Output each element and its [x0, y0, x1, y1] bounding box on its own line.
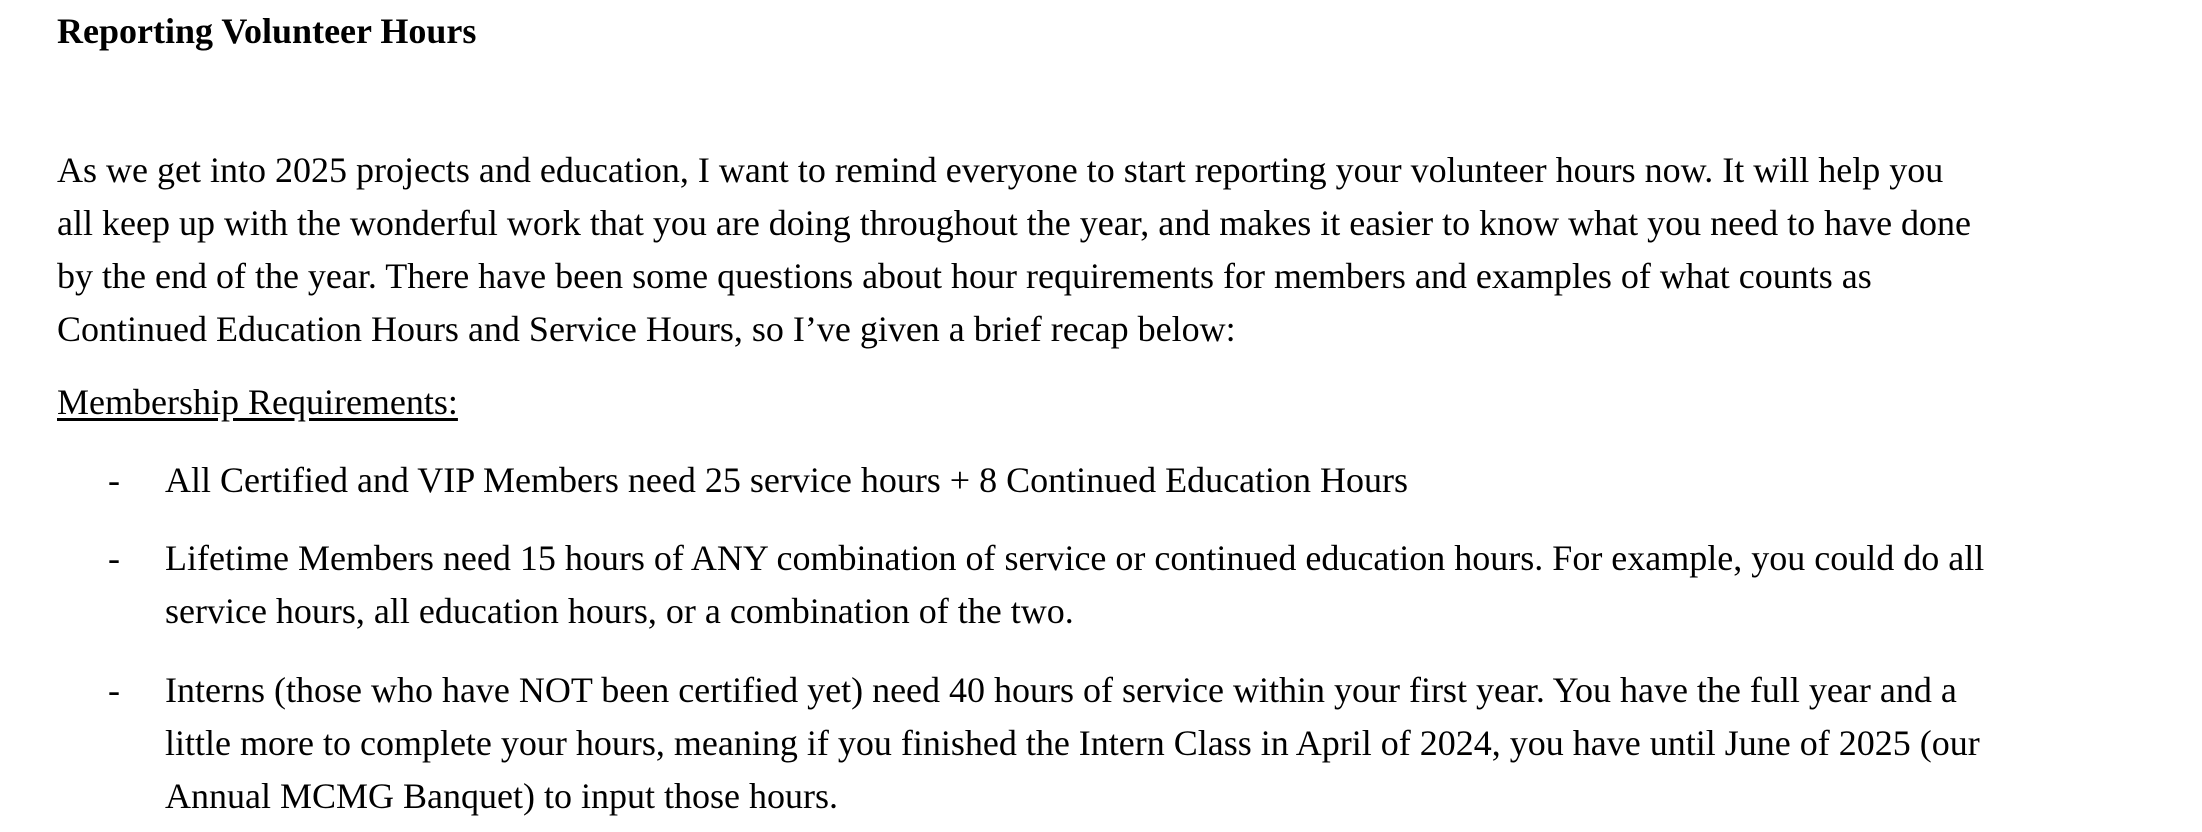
dash-bullet: -	[108, 670, 120, 710]
intro-paragraph	[57, 144, 2147, 356]
requirement-line: Annual MCMG Banquet) to input those hours.	[165, 776, 838, 816]
intro-line: Continued Education Hours and Service Hours, so I’ve given a brief recap below:	[57, 309, 1236, 349]
intro-line: all keep up with the wonderful work that you are doing throughout the year, and makes it easier to know what you need to have done	[57, 203, 1972, 243]
requirement-text	[165, 532, 2155, 638]
requirement-line: service hours, all education hours, or a combination of the two.	[165, 591, 1074, 631]
intro-line: by the end of the year. There have been some questions about hour requirements for members and examples of what counts as	[57, 256, 1872, 296]
dash-bullet: -	[108, 460, 120, 500]
intro-line: As we get into 2025 projects and education, I want to remind everyone to start reporting your volunteer hours now. It will help you	[57, 150, 1944, 190]
document-title: Reporting Volunteer Hours	[57, 11, 477, 51]
requirement-text	[165, 454, 2155, 507]
requirement-line: Interns (those who have NOT been certified yet) need 40 hours of service within your first year. You have the full year and a	[165, 670, 1957, 710]
dash-bullet: -	[108, 538, 120, 578]
requirement-line: Lifetime Members need 15 hours of ANY combination of service or continued education hours. For example, you could do all	[165, 538, 1985, 578]
membership-requirements-heading: Membership Requirements:	[57, 382, 458, 422]
requirement-line: All Certified and VIP Members need 25 service hours + 8 Continued Education Hours	[165, 460, 1409, 500]
requirement-text	[165, 664, 2155, 823]
requirement-line: little more to complete your hours, meaning if you finished the Intern Class in April of 2024, you have until June of 2025 (our	[165, 723, 1980, 763]
